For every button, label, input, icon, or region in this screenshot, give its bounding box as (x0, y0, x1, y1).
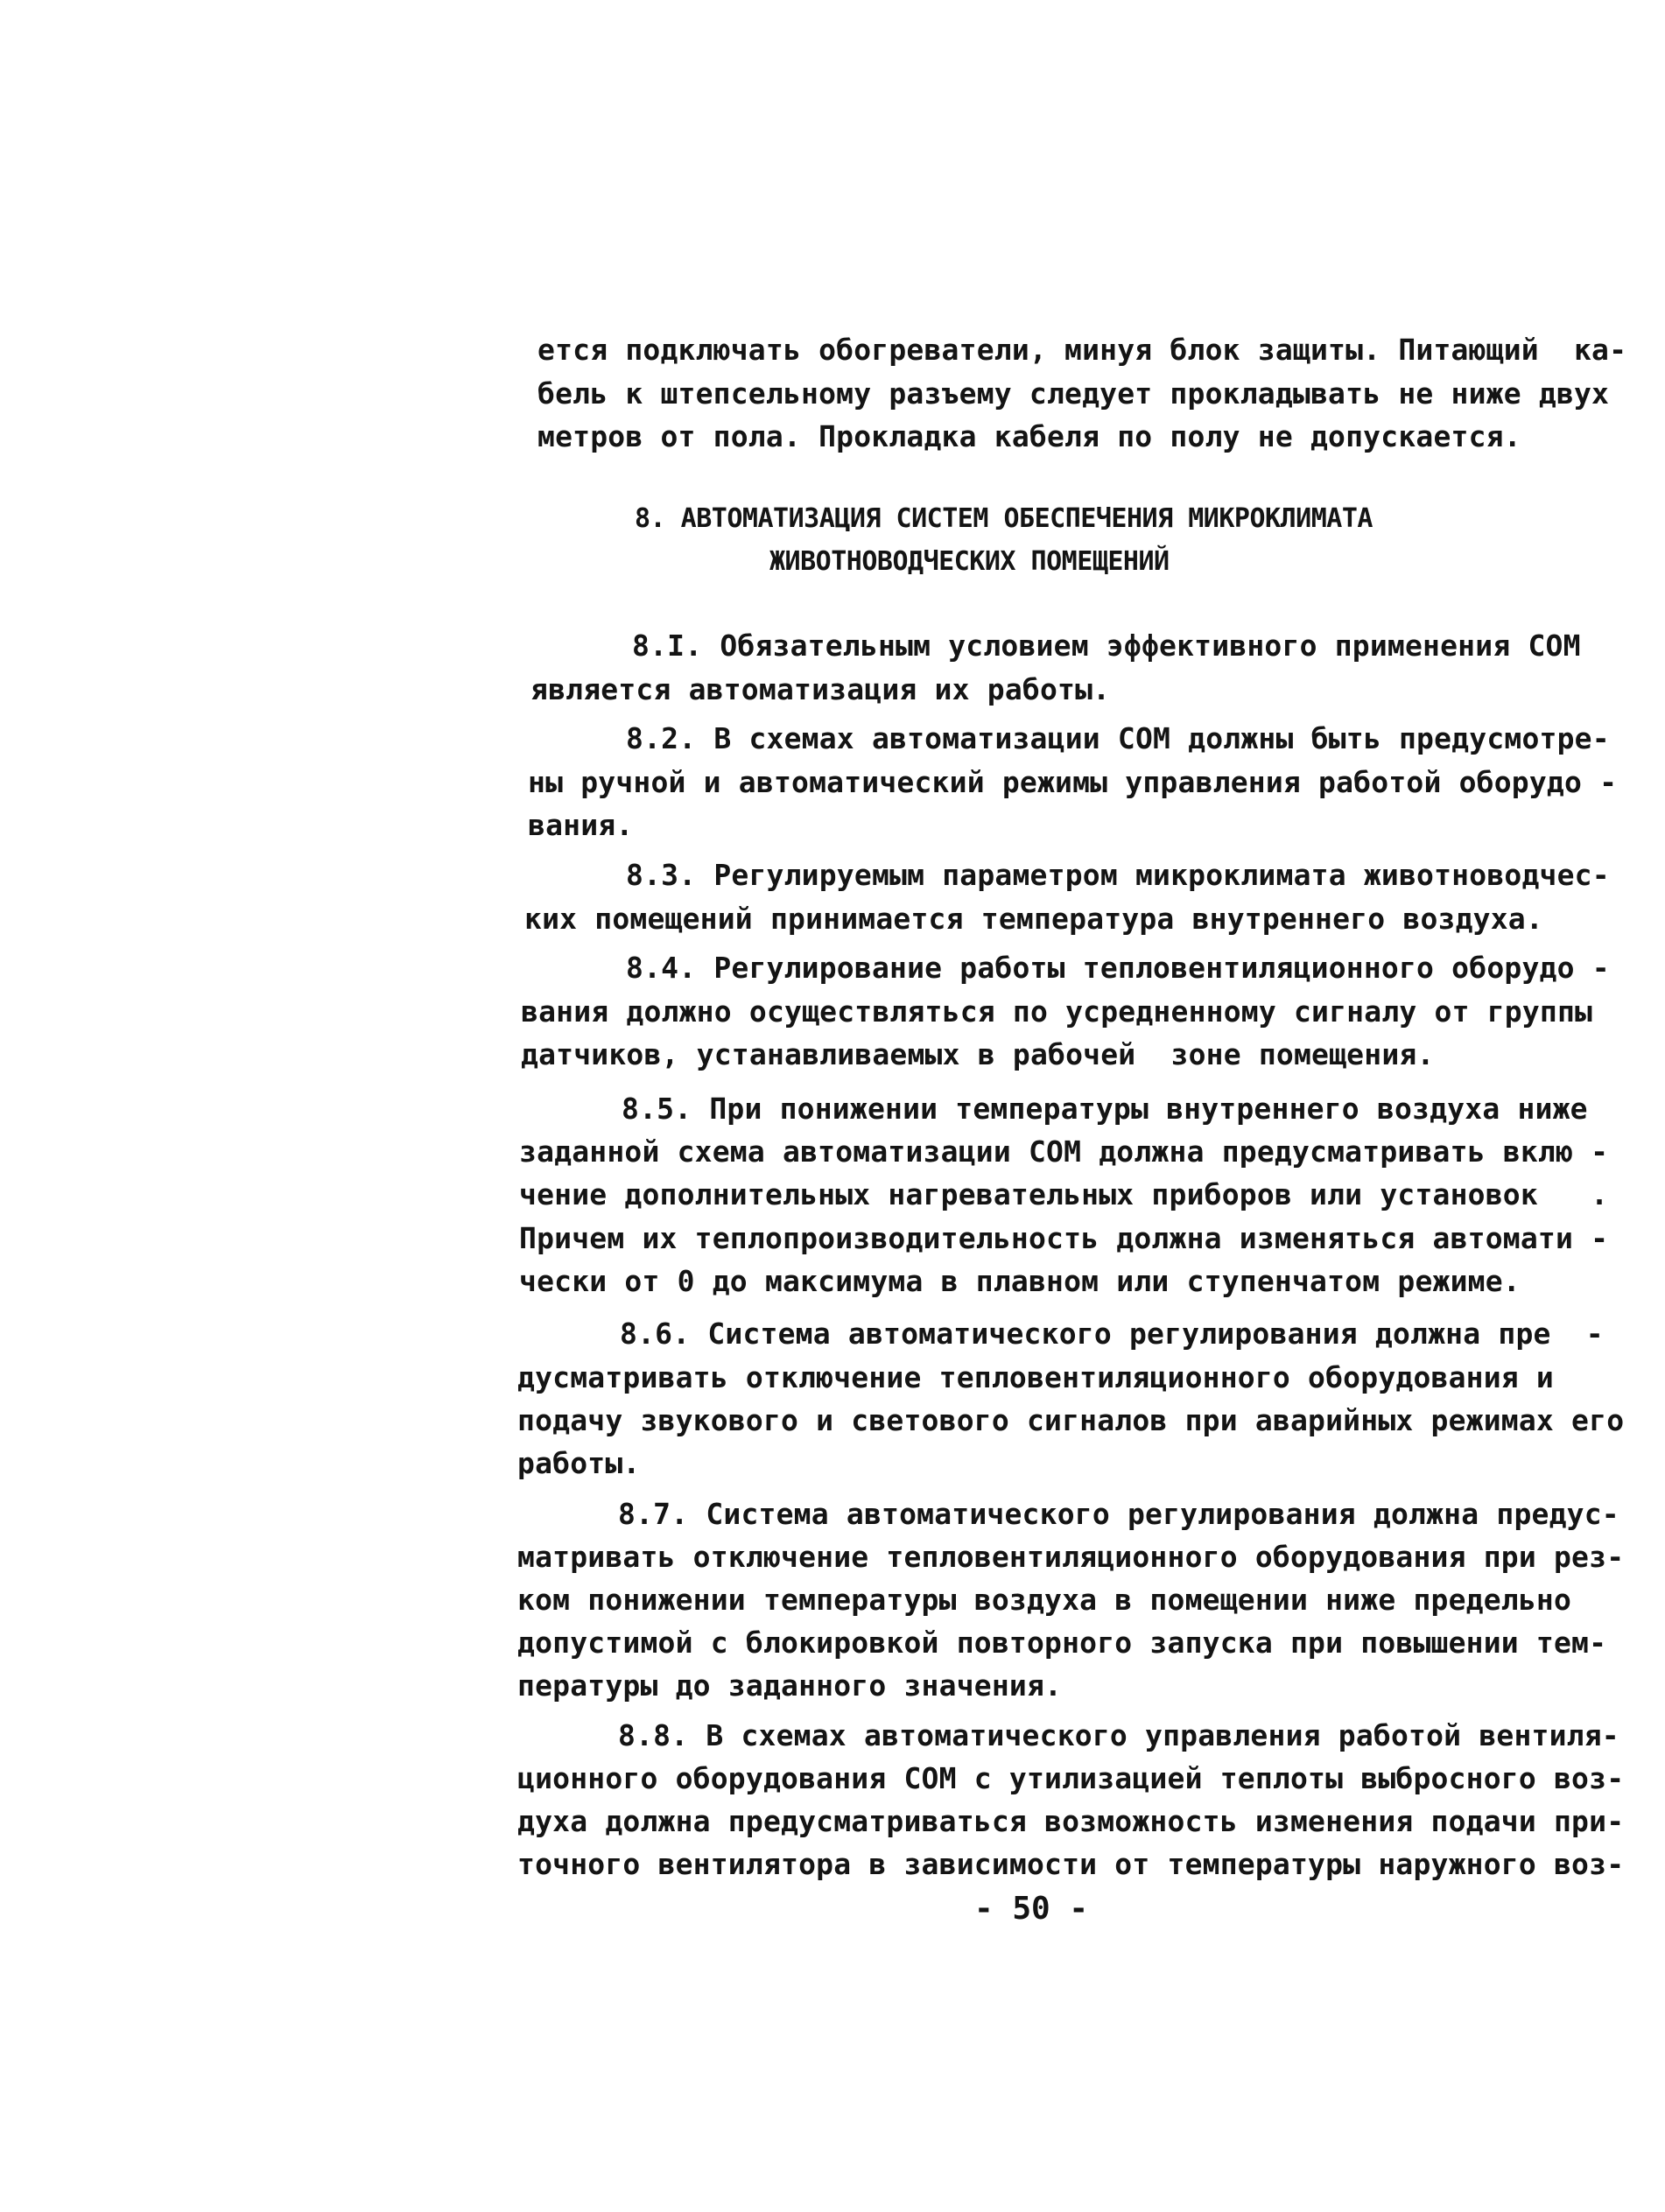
text-line: чески от 0 до максимума в плавном или ступенчатом режиме. (519, 1264, 1521, 1298)
text-line: 8.8. В схемах автоматического управления работой вентиля- (618, 1718, 1619, 1752)
text-line: ционного оборудования СОМ с утилизацией теплоты выбросного воз- (517, 1761, 1625, 1795)
text-line: бель к штепсельному разъему следует прокладывать не ниже двух (537, 376, 1610, 411)
text-line: ны ручной и автоматический режимы управления работой оборудо - (528, 765, 1618, 799)
text-line: точного вентилятора в зависимости от температуры наружного воз- (517, 1847, 1625, 1881)
text-line: пературы до заданного значения. (517, 1668, 1063, 1703)
text-line: чение дополнительных нагревательных приборов или установок . (519, 1177, 1609, 1211)
text-line: дусматривать отключение тепловентиляционного оборудования и (517, 1360, 1554, 1394)
text-line: 8.2. В схемах автоматизации СОМ должны быть предусмотре- (626, 721, 1610, 755)
page-number: - 50 - (974, 1891, 1089, 1927)
text-line: 8.6. Система автоматического регулирования должна пре - (620, 1317, 1604, 1351)
text-line: ких помещений принимается температура внутреннего воздуха. (524, 902, 1543, 936)
text-line: Причем их теплопроизводительность должна изменяться автомати - (519, 1221, 1609, 1255)
text-line: заданной схема автоматизации СОМ должна предусматривать вклю - (519, 1134, 1609, 1169)
text-line: метров от пола. Прокладка кабеля по полу не допускается. (537, 419, 1521, 453)
text-line: ется подключать обогреватели, минуя блок защиты. Питающий ка- (537, 333, 1627, 367)
text-line: является автоматизация их работы. (530, 672, 1111, 706)
section-heading-line: ЖИВОТНОВОДЧЕСКИХ ПОМЕЩЕНИЙ (769, 546, 1170, 577)
section-heading-line: 8. АВТОМАТИЗАЦИЯ СИСТЕМ ОБЕСПЕЧЕНИЯ МИКРОКЛИМАТА (635, 503, 1373, 534)
text-line: 8.I. Обязательным условием эффективного применения СОМ (632, 628, 1581, 663)
text-line: допустимой с блокировкой повторного запуска при повышении тем- (517, 1626, 1607, 1660)
text-line: подачу звукового и светового сигналов при аварийных режимах его (517, 1403, 1625, 1437)
text-line: вания должно осуществляться по усредненному сигналу от группы (521, 994, 1593, 1029)
text-line: 8.5. При понижении температуры внутреннего воздуха ниже (622, 1092, 1588, 1126)
text-line: 8.3. Регулируемым параметром микроклимата животноводчес- (626, 858, 1610, 892)
text-line: вания. (528, 808, 634, 842)
text-line: 8.4. Регулирование работы тепловентиляционного оборудо - (626, 951, 1610, 985)
text-line: работы. (517, 1446, 641, 1480)
text-line: 8.7. Система автоматического регулирования должна предус- (618, 1497, 1619, 1531)
text-line: матривать отключение тепловентиляционного оборудования при рез- (517, 1540, 1625, 1574)
text-line: духа должна предусматриваться возможность изменения подачи при- (517, 1804, 1625, 1838)
text-line: датчиков, устанавливаемых в рабочей зоне помещения. (521, 1037, 1435, 1071)
text-line: ком понижении температуры воздуха в помещении ниже предельно (517, 1583, 1572, 1617)
